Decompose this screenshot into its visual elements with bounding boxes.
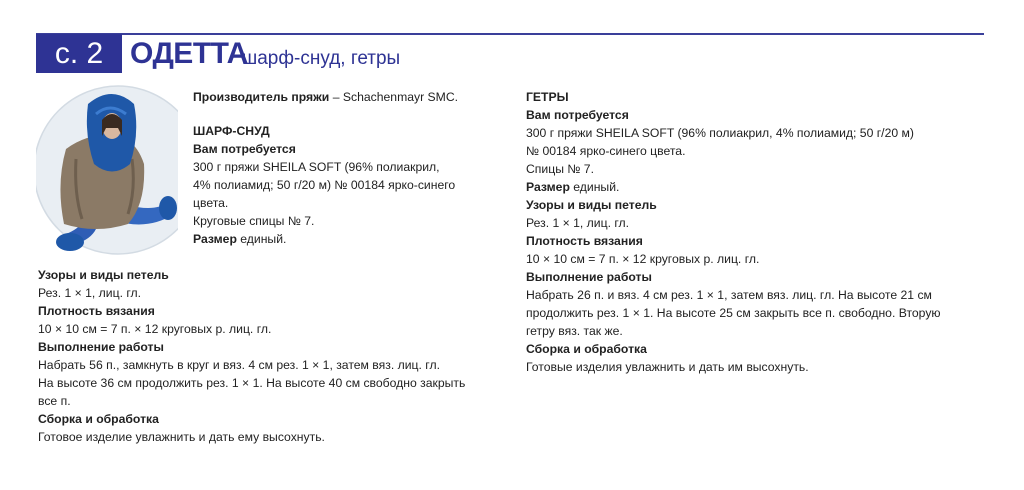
- scarf-work-line: На высоте 36 см продолжить рез. 1 × 1. На высоте 40 см свободно закрыть: [38, 376, 466, 390]
- scarf-heading: ШАРФ-СНУД: [193, 124, 270, 138]
- gaiters-section: [526, 88, 986, 376]
- scarf-patterns-value: Рез. 1 × 1, лиц. гл.: [38, 286, 142, 300]
- scarf-work-line: все п.: [38, 394, 71, 408]
- header-rule: [36, 33, 984, 35]
- gaiters-finish-label: Сборка и обработка: [526, 342, 647, 356]
- scarf-finish-label: Сборка и обработка: [38, 412, 159, 426]
- scarf-work-label: Выполнение работы: [38, 340, 164, 354]
- scarf-need-label: Вам потребуется: [193, 142, 296, 156]
- gaiters-heading: ГЕТРЫ: [526, 90, 569, 104]
- gaiters-work-line: гетру вяз. так же.: [526, 324, 623, 338]
- gaiters-work-label: Выполнение работы: [526, 270, 652, 284]
- pattern-subtitle: шарф-снуд, гетры: [242, 48, 401, 69]
- gaiters-need-label: Вам потребуется: [526, 108, 629, 122]
- scarf-gauge-label: Плотность вязания: [38, 304, 155, 318]
- gaiters-size-value: единый.: [569, 180, 620, 194]
- scarf-need-line: 300 г пряжи SHEILA SOFT (96% полиакрил,: [193, 160, 440, 174]
- gaiters-finish-value: Готовые изделия увлажнить и дать им высохнуть.: [526, 360, 809, 374]
- scarf-finish-value: Готовое изделие увлажнить и дать ему высохнуть.: [38, 430, 325, 444]
- scarf-patterns-label: Узоры и виды петель: [38, 268, 169, 282]
- page-number-badge: с. 2: [36, 34, 122, 73]
- gaiters-patterns-value: Рез. 1 × 1, лиц. гл.: [526, 216, 630, 230]
- yarn-maker-label: Производитель пряжи: [193, 90, 330, 104]
- scarf-work-line: Набрать 56 п., замкнуть в круг и вяз. 4 см рез. 1 × 1, затем вяз. лиц. гл.: [38, 358, 440, 372]
- gaiters-work-line: продолжить рез. 1 × 1. На высоте 25 см закрыть все п. свободно. Вторую: [526, 306, 941, 320]
- scarf-section-top: [193, 88, 513, 248]
- gaiters-patterns-label: Узоры и виды петель: [526, 198, 657, 212]
- scarf-gauge-value: 10 × 10 см = 7 п. × 12 круговых р. лиц. гл.: [38, 322, 272, 336]
- yarn-maker-value: – Schachenmayr SMC.: [329, 90, 459, 104]
- scarf-size-value: единый.: [236, 232, 287, 246]
- scarf-need-line: 4% полиамид; 50 г/20 м) № 00184 ярко-синего: [193, 178, 456, 192]
- scarf-need-line: Круговые спицы № 7.: [193, 214, 315, 228]
- gaiters-work-line: Набрать 26 п. и вяз. 4 см рез. 1 × 1, затем вяз. лиц. гл. На высоте 21 см: [526, 288, 932, 302]
- model-photo: [36, 84, 178, 260]
- scarf-size-label: Размер: [193, 232, 237, 246]
- pattern-title: ОДЕТТА: [130, 37, 248, 70]
- scarf-section-bottom: [38, 266, 508, 446]
- gaiters-need-line: 300 г пряжи SHEILA SOFT (96% полиакрил, 4% полиамид; 50 г/20 м): [526, 126, 914, 140]
- gaiters-need-line: № 00184 ярко-синего цвета.: [526, 144, 686, 158]
- scarf-need-line: цвета.: [193, 196, 229, 210]
- gaiters-gauge-value: 10 × 10 см = 7 п. × 12 круговых р. лиц. гл.: [526, 252, 760, 266]
- gaiters-need-line: Спицы № 7.: [526, 162, 594, 176]
- gaiters-gauge-label: Плотность вязания: [526, 234, 643, 248]
- gaiters-size-label: Размер: [526, 180, 570, 194]
